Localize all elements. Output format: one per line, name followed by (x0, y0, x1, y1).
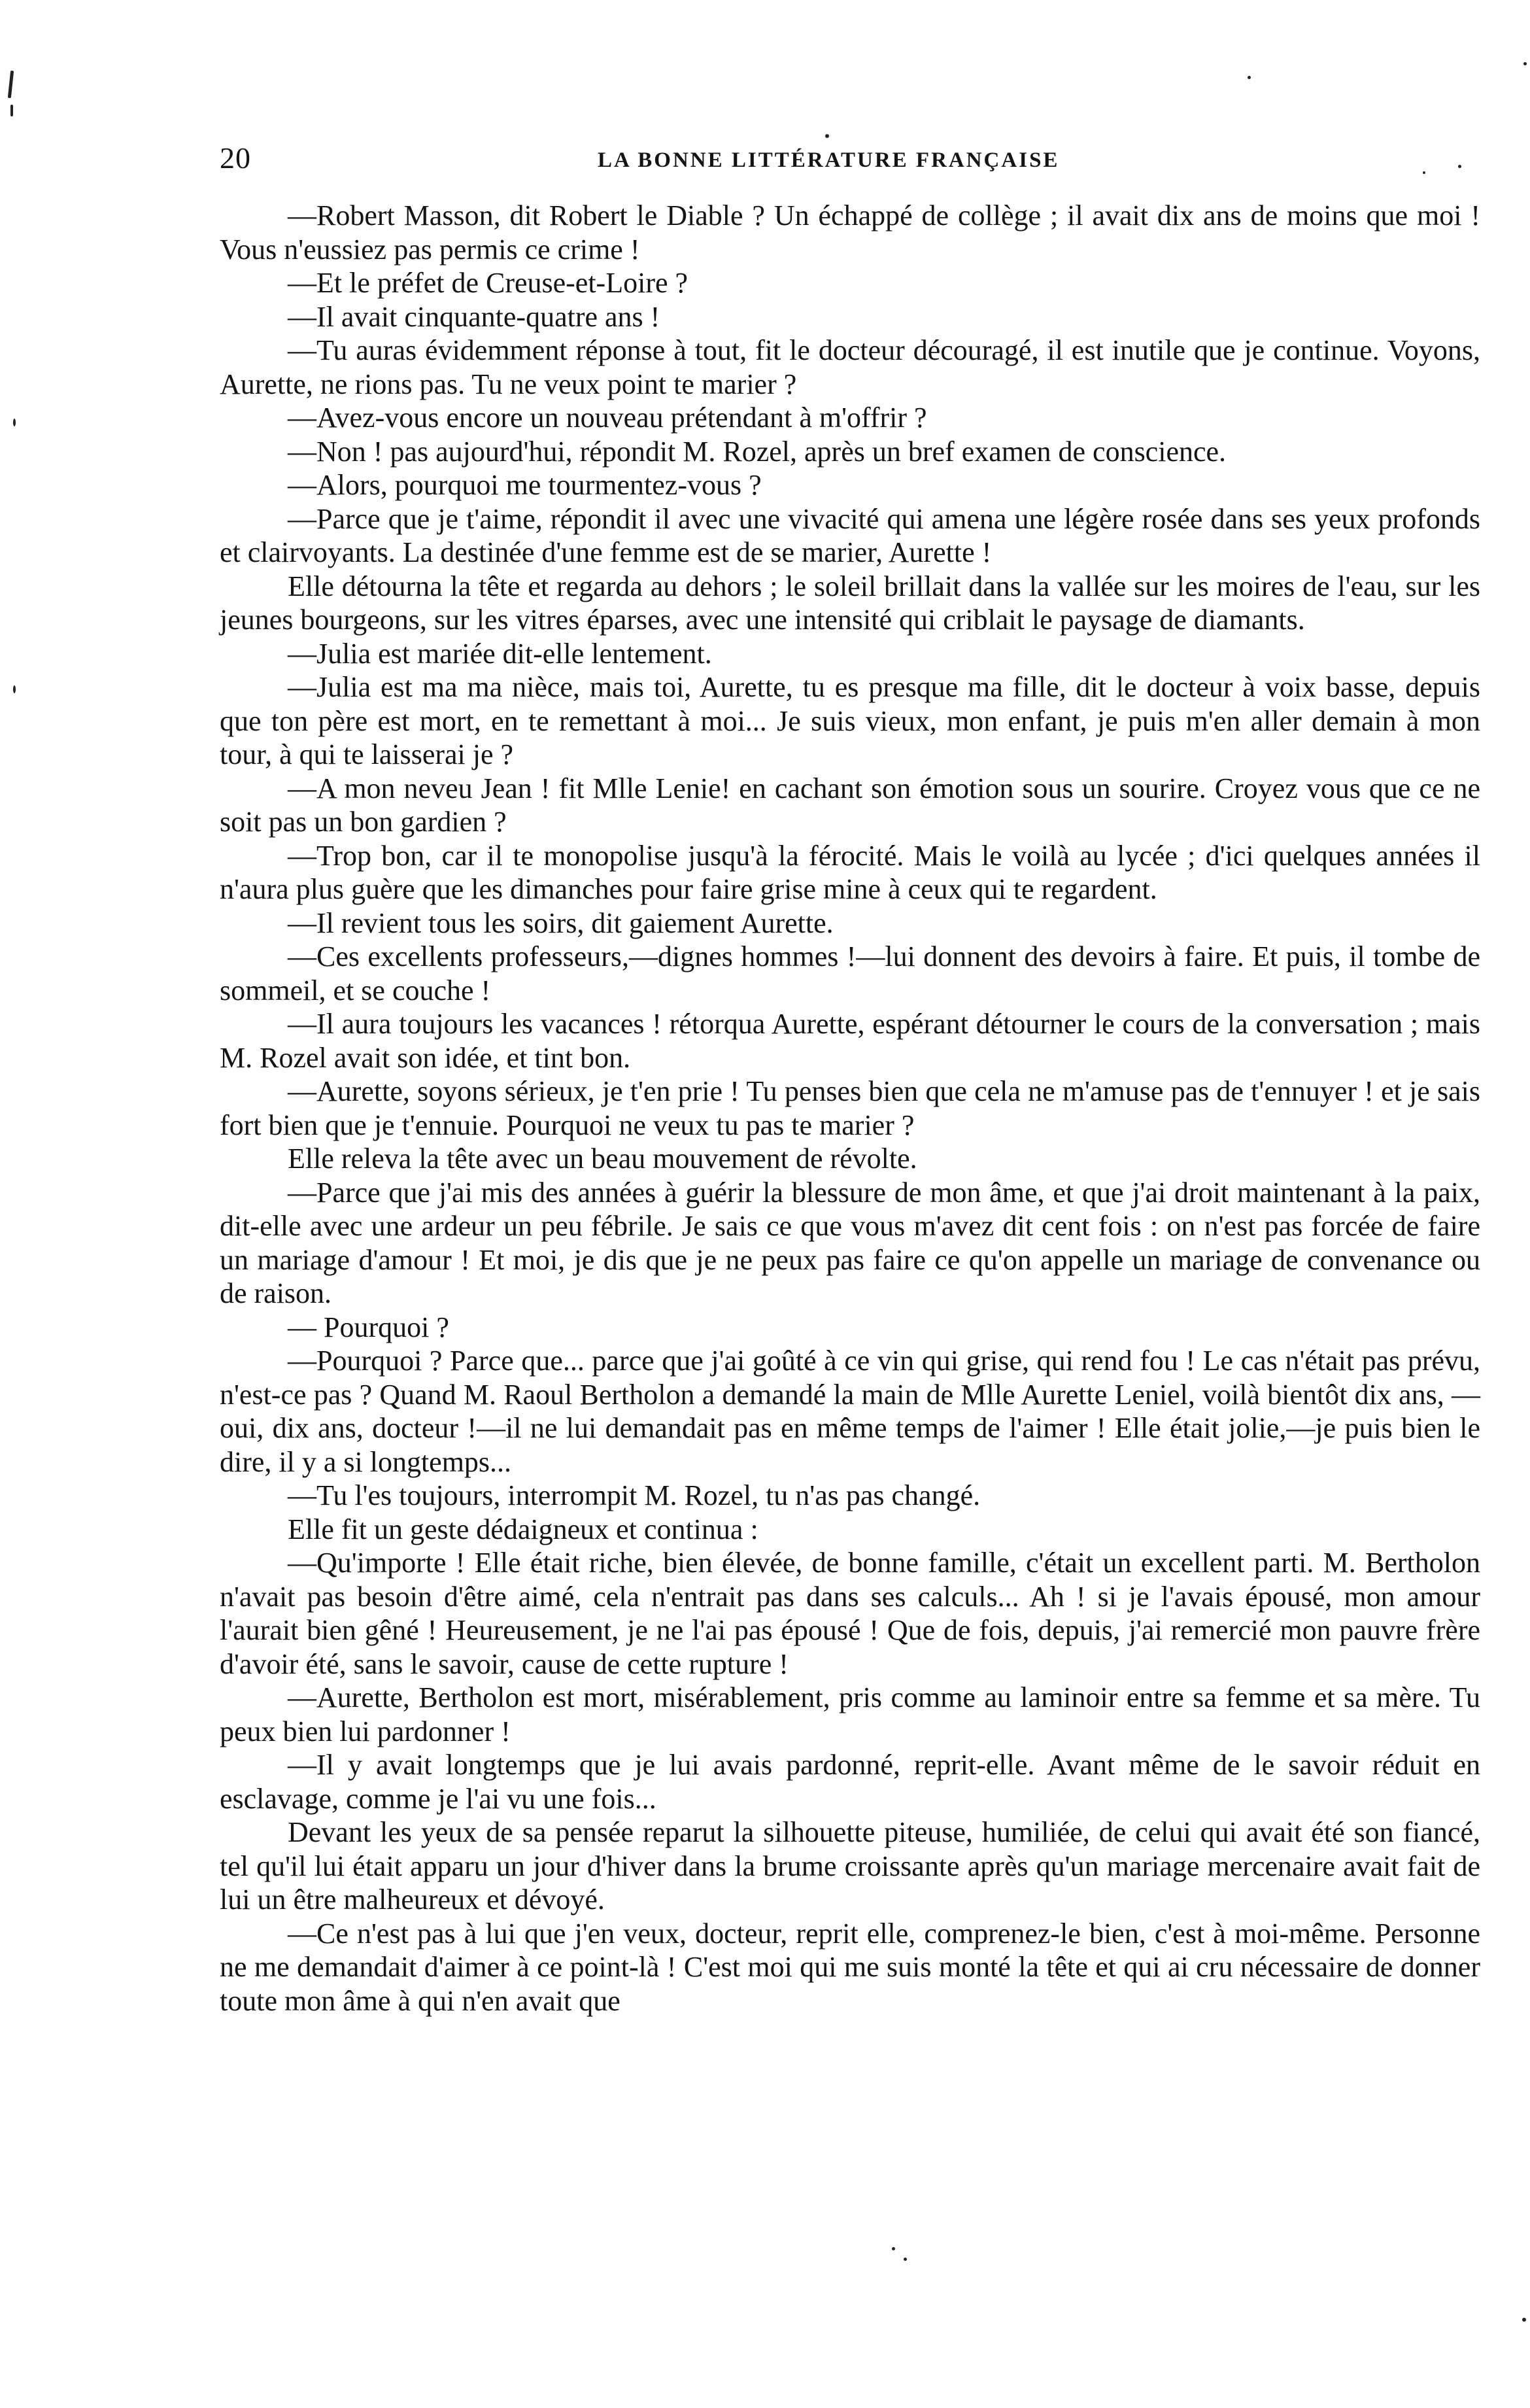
page-number: 20 (220, 141, 251, 175)
paragraph: —Tu auras évidemment réponse à tout, fit le docteur découragé, il est inutile que je continue. Voyons, Aurette, ne rions pas. Tu ne veux point te marier ? (220, 334, 1480, 400)
paragraph: —Il avait cinquante-quatre ans ! (288, 300, 660, 333)
paragraph: —Parce que je t'aime, répondit il avec une vivacité qui amena une légère rosée dans ses yeux profonds et clairvoyants. La destinée d'une femme est de se marier, Aurette ! (220, 502, 1480, 568)
paragraph: Elle releva la tête avec un beau mouvement de révolte. (288, 1143, 917, 1175)
running-title: LA BONNE LITTÉRATURE FRANÇAISE (598, 148, 1060, 172)
scan-speck (1458, 165, 1461, 168)
paragraph: —Qu'importe ! Elle était riche, bien élevée, de bonne famille, c'était un excellent parti. M. Bertholon n'avait pas besoin d'être aimé, cela n'entrait pas dans ses calculs... Ah ! si je l'avais épousé, mon amour l'aurait bien gêné ! Heureusement, je ne l'ai pas épousé ! Que de fois, depuis, j'ai remercié mon pauvre frère d'avoir été, sans le savoir, cause de cette rupture ! (220, 1547, 1480, 1680)
paragraph: —Et le préfet de Creuse-et-Loire ? (288, 267, 688, 299)
paragraph: —Trop bon, car il te monopolise jusqu'à la férocité. Mais le voilà au lycée ; d'ici quelques années il n'aura plus guère que les dimanches pour faire grise mine à ceux qui te regardent. (220, 839, 1480, 905)
paragraph: —Alors, pourquoi me tourmentez-vous ? (288, 469, 762, 501)
page-header (220, 139, 1480, 184)
scan-speck (1423, 171, 1425, 174)
scan-speck (904, 2258, 907, 2261)
scan-speck (825, 134, 829, 138)
scan-speck (13, 685, 16, 693)
paragraph: —A mon neveu Jean ! fit Mlle Lenie! en cachant son émotion sous un sourire. Croyez vous que ce ne soit pas un bon gardien ? (220, 772, 1480, 838)
paragraph: Elle fit un geste dédaigneux et continua : (288, 1513, 758, 1545)
scan-speck (1248, 76, 1251, 79)
paragraph: — Pourquoi ? (288, 1311, 449, 1343)
paragraph: —Julia est mariée dit-elle lentement. (288, 637, 712, 670)
paragraph: Devant les yeux de sa pensée reparut la silhouette piteuse, humiliée, de celui qui avait été son fiancé, tel qu'il lui était apparu un jour d'hiver dans la brume croissante après qu'un mariage mercenaire avait fait de lui un être malheureux et dévoyé. (220, 1816, 1480, 1916)
paragraph: —Il revient tous les soirs, dit gaiement Aurette. (288, 906, 834, 939)
paragraph: —Non ! pas aujourd'hui, répondit M. Rozel, après un bref examen de conscience. (288, 435, 1227, 468)
paragraph: —Il y avait longtemps que je lui avais pardonné, reprit-elle. Avant même de le savoir réduit en esclavage, comme je l'ai vu une fois... (220, 1749, 1480, 1815)
scan-speck (1523, 62, 1527, 65)
paragraph: —Tu l'es toujours, interrompit M. Rozel, tu n'as pas changé. (288, 1479, 981, 1511)
scan-speck (892, 2247, 895, 2250)
scan-speck (13, 419, 16, 426)
paragraph: —Julia est ma ma nièce, mais toi, Aurette, tu es presque ma fille, dit le docteur à voix basse, depuis que ton père est mort, en te remettant à moi... Je suis vieux, mon enfant, je puis m'en aller demain à mon tour, à qui te laisserai je ? (220, 671, 1480, 770)
scan-speck (1522, 2318, 1526, 2322)
paragraph: —Ce n'est pas à lui que j'en veux, docteur, reprit elle, comprenez-le bien, c'est à moi-même. Personne ne me demandait d'aimer à ce point-là ! C'est moi qui me suis monté la tête et qui ai cru nécessaire de donner toute mon âme à qui n'en avait que (220, 1917, 1480, 2017)
paragraph: —Robert Masson, dit Robert le Diable ? Un échappé de collège ; il avait dix ans de moins que moi ! Vous n'eussiez pas permis ce crime ! (220, 199, 1480, 266)
paragraph: —Aurette, Bertholon est mort, misérablement, pris comme au laminoir entre sa femme et sa mère. Tu peux bien lui pardonner ! (220, 1681, 1480, 1747)
paragraph: —Pourquoi ? Parce que... parce que j'ai goûté à ce vin qui grise, qui rend fou ! Le cas n'était pas prévu, n'est-ce pas ? Quand M. Raoul Bertholon a demandé la main de Mlle Aurette Leniel, voilà bientôt dix ans, — oui, dix ans, docteur !—il ne lui demandait pas en même temps de l'aimer ! Elle était jolie,—je puis bien le dire, il y a si longtemps... (220, 1345, 1480, 1478)
scan-speck (10, 105, 13, 116)
paragraph: —Ces excellents professeurs,—dignes hommes !—lui donnent des devoirs à faire. Et puis, il tombe de sommeil, et se couche ! (220, 940, 1480, 1006)
paragraph: —Il aura toujours les vacances ! rétorqua Aurette, espérant détourner le cours de la conversation ; mais M. Rozel avait son idée, et tint bon. (220, 1008, 1480, 1074)
scan-speck (8, 71, 14, 98)
paragraph: —Parce que j'ai mis des années à guérir la blessure de mon âme, et que j'ai droit maintenant à la paix, dit-elle avec une ardeur un peu fébrile. Je sais ce que vous m'avez dit cent fois : on n'est pas forcée de faire un mariage d'amour ! Et moi, je dis que je ne peux pas faire ce qu'on appelle un mariage de convenance ou de raison. (220, 1176, 1480, 1309)
paragraph: —Avez-vous encore un nouveau prétendant à m'offrir ? (288, 402, 927, 434)
paragraph: Elle détourna la tête et regarda au dehors ; le soleil brillait dans la vallée sur les moires de l'eau, sur les jeunes bourgeons, sur les vitres éparses, avec une intensité qui criblait le paysage de diamants. (220, 570, 1480, 636)
paragraph: —Aurette, soyons sérieux, je t'en prie ! Tu penses bien que cela ne m'amuse pas de t'ennuyer ! et je sais fort bien que je t'ennuie. Pourquoi ne veux tu pas te marier ? (220, 1075, 1480, 1141)
body-text (220, 199, 1480, 2018)
